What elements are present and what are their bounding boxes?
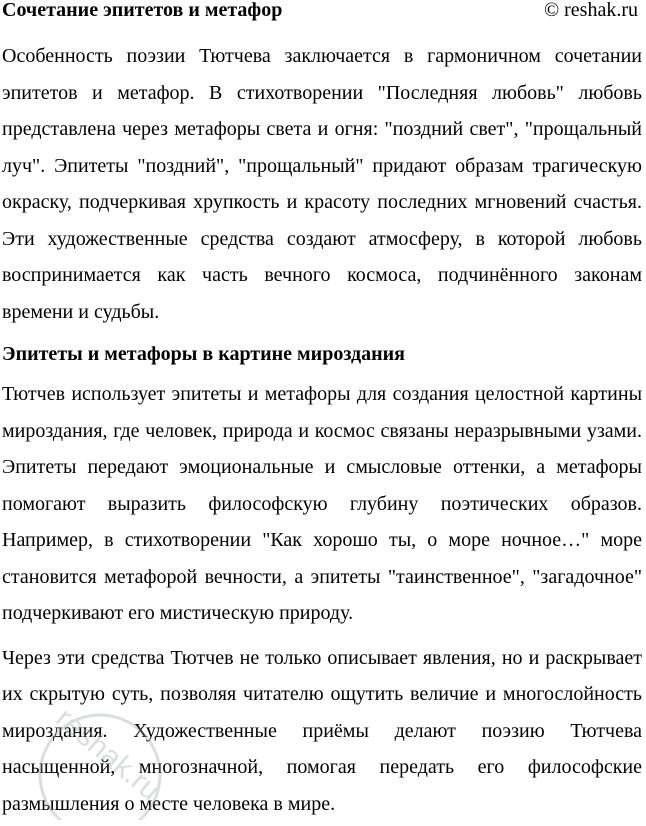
paragraph-3: Через эти средства Тютчев не только описывает явления, но и раскрывает их скрытую суть, позволяя читателю ощутить величие и многослойность мироздания. Художественные приёмы делают поэзию Тютчева насыщенной, многозначной, помогая передать его философские размышления о месте человека в мире.	[2, 646, 642, 815]
watermark-text: reshak.ru	[49, 701, 167, 808]
copyright-label: © reshak.ru	[543, 0, 638, 21]
paragraph-2: Тютчев использует эпитеты и метафоры для создания целостной картины мироздания, где человек, природа и космос связаны неразрывными узами. Эпитеты передают эмоциональные и смысловые оттенки, а метафоры помогают выразить философскую глубину поэтических образов. Например, в стихотворении "Как хорошо ты, о море ночное…" море становится метафорой вечности, а эпитеты "таинственное", "загадочное" подчеркивают его мистическую природу.	[2, 383, 642, 624]
paragraph-1: Особенность поэзии Тютчева заключается в гармоничном сочетании эпитетов и метафор. В стихотворении "Последняя любовь" любовь представлена через метафоры света и огня: "поздний свет", "прощальный луч". Эпитеты "поздний", "прощальный" придают образам трагическую окраску, подчеркивая хрупкость и красоту последних мгновений счастья. Эти художественные средства создают атмосферу, в которой любовь воспринимается как часть вечного космоса, подчинённого законам времени и судьбы.	[2, 45, 642, 323]
section-title-1: Сочетание эпитетов и метафор	[2, 0, 283, 21]
section-title-2: Эпитеты и метафоры в картине мироздания	[2, 343, 405, 365]
header	[2, 0, 642, 28]
